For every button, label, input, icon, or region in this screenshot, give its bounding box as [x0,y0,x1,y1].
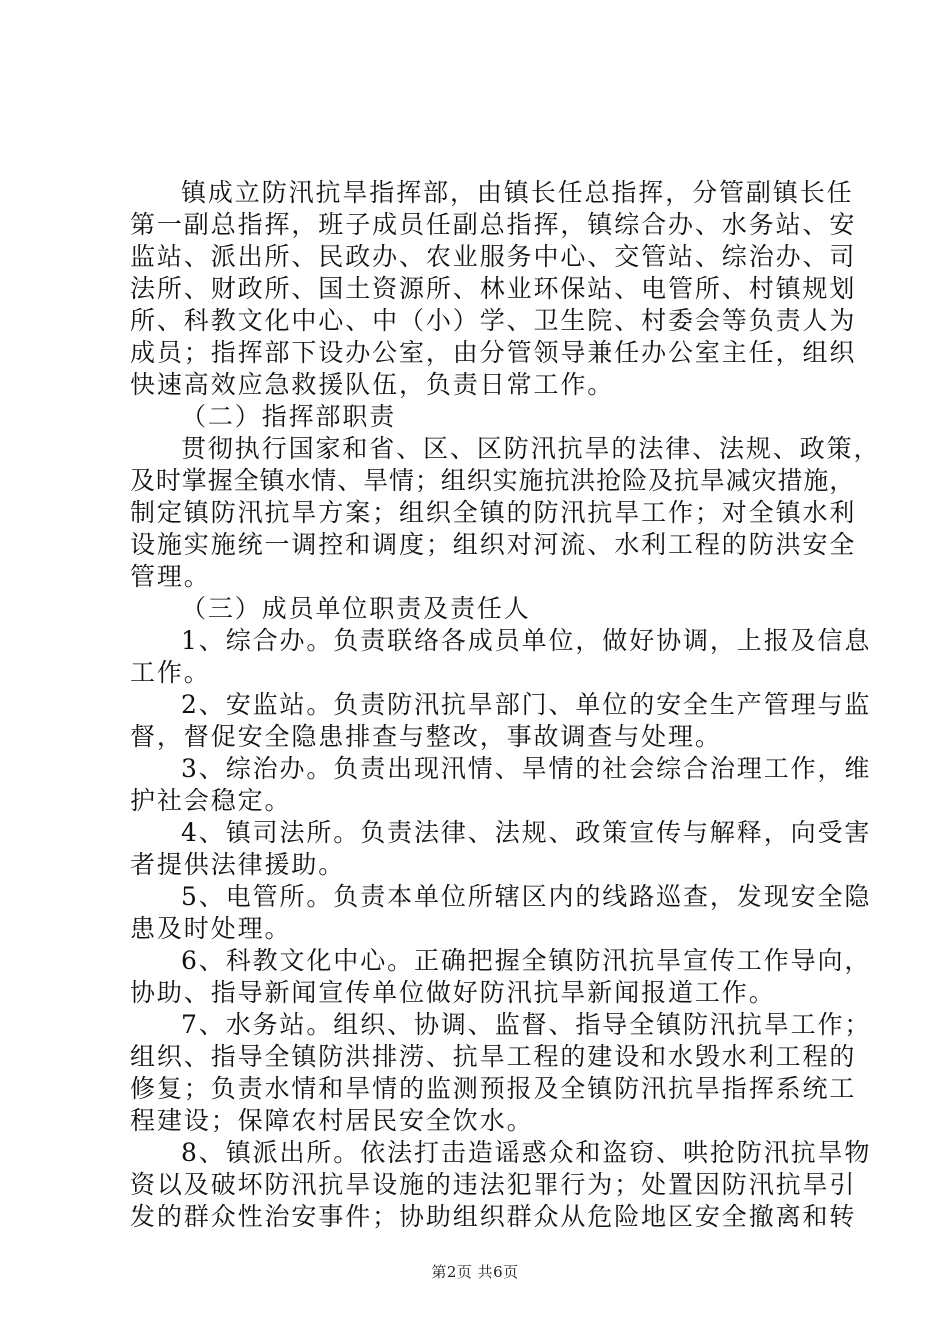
paragraph-line: 发的群众性治安事件；协助组织群众从危险地区安全撤离和转 [130,1202,857,1231]
paragraph-line: 贯彻执行国家和省、区、区防汛抗旱的法律、法规、政策， [181,434,881,463]
paragraph-line: 快速高效应急救援队伍，负责日常工作。 [130,370,615,399]
paragraph-line: 8、镇派出所。依法打击造谣惑众和盗窃、哄抢防汛抗旱物 [181,1138,872,1167]
paragraph-line: 修复；负责水情和旱情的监测预报及全镇防汛抗旱指挥系统工 [130,1074,857,1103]
page-number-footer: 第2页 共6页 [431,1263,519,1281]
paragraph-line: 镇成立防汛抗旱指挥部，由镇长任总指挥，分管副镇长任 [181,178,854,207]
paragraph-line: 2、安监站。负责防汛抗旱部门、单位的安全生产管理与监 [181,690,872,719]
paragraph-line: 患及时处理。 [130,914,292,943]
section-heading: （二）指挥部职责 [181,402,397,431]
paragraph-line: 者提供法律援助。 [130,850,346,879]
paragraph-line: 4、镇司法所。负责法律、法规、政策宣传与解释，向受害 [181,818,872,847]
paragraph-line: 监站、派出所、民政办、农业服务中心、交管站、综治办、司 [130,242,857,271]
paragraph-line: 资以及破坏防汛抗旱设施的违法犯罪行为；处置因防汛抗旱引 [130,1170,857,1199]
paragraph-line: 7、水务站。组织、协调、监督、指导全镇防汛抗旱工作； [181,1010,872,1039]
paragraph-line: 成员；指挥部下设办公室，由分管领导兼任办公室主任，组织 [130,338,857,367]
paragraph-line: 第一副总指挥，班子成员任副总指挥，镇综合办、水务站、安 [130,210,857,239]
paragraph-line: 所、科教文化中心、中（小）学、卫生院、村委会等负责人为 [130,306,857,335]
paragraph-line: 督，督促安全隐患排查与整改，事故调查与处理。 [130,722,722,751]
paragraph-line: 组织、指导全镇防洪排涝、抗旱工程的建设和水毁水利工程的 [130,1042,857,1071]
paragraph-line: 工作。 [130,658,211,687]
paragraph-line: 制定镇防汛抗旱方案；组织全镇的防汛抗旱工作；对全镇水利 [130,498,857,527]
paragraph-line: 及时掌握全镇水情、旱情；组织实施抗洪抢险及抗旱减灾措施， [130,466,856,495]
paragraph-line: 护社会稳定。 [130,786,292,815]
paragraph-line: 1、综合办。负责联络各成员单位，做好协调，上报及信息 [181,626,872,655]
paragraph-line: 管理。 [130,562,211,591]
paragraph-line: 程建设；保障农村居民安全饮水。 [130,1106,534,1135]
paragraph-line: 3、综治办。负责出现汛情、旱情的社会综合治理工作，维 [181,754,872,783]
paragraph-line: 法所、财政所、国土资源所、林业环保站、电管所、村镇规划 [130,274,857,303]
paragraph-line: 5、电管所。负责本单位所辖区内的线路巡查，发现安全隐 [181,882,872,911]
paragraph-line: 6、科教文化中心。正确把握全镇防汛抗旱宣传工作导向， [181,946,872,975]
paragraph-line: 设施实施统一调控和调度；组织对河流、水利工程的防洪安全 [130,530,857,559]
section-heading: （三）成员单位职责及责任人 [181,594,531,623]
paragraph-line: 协助、指导新闻宣传单位做好防汛抗旱新闻报道工作。 [130,978,776,1007]
